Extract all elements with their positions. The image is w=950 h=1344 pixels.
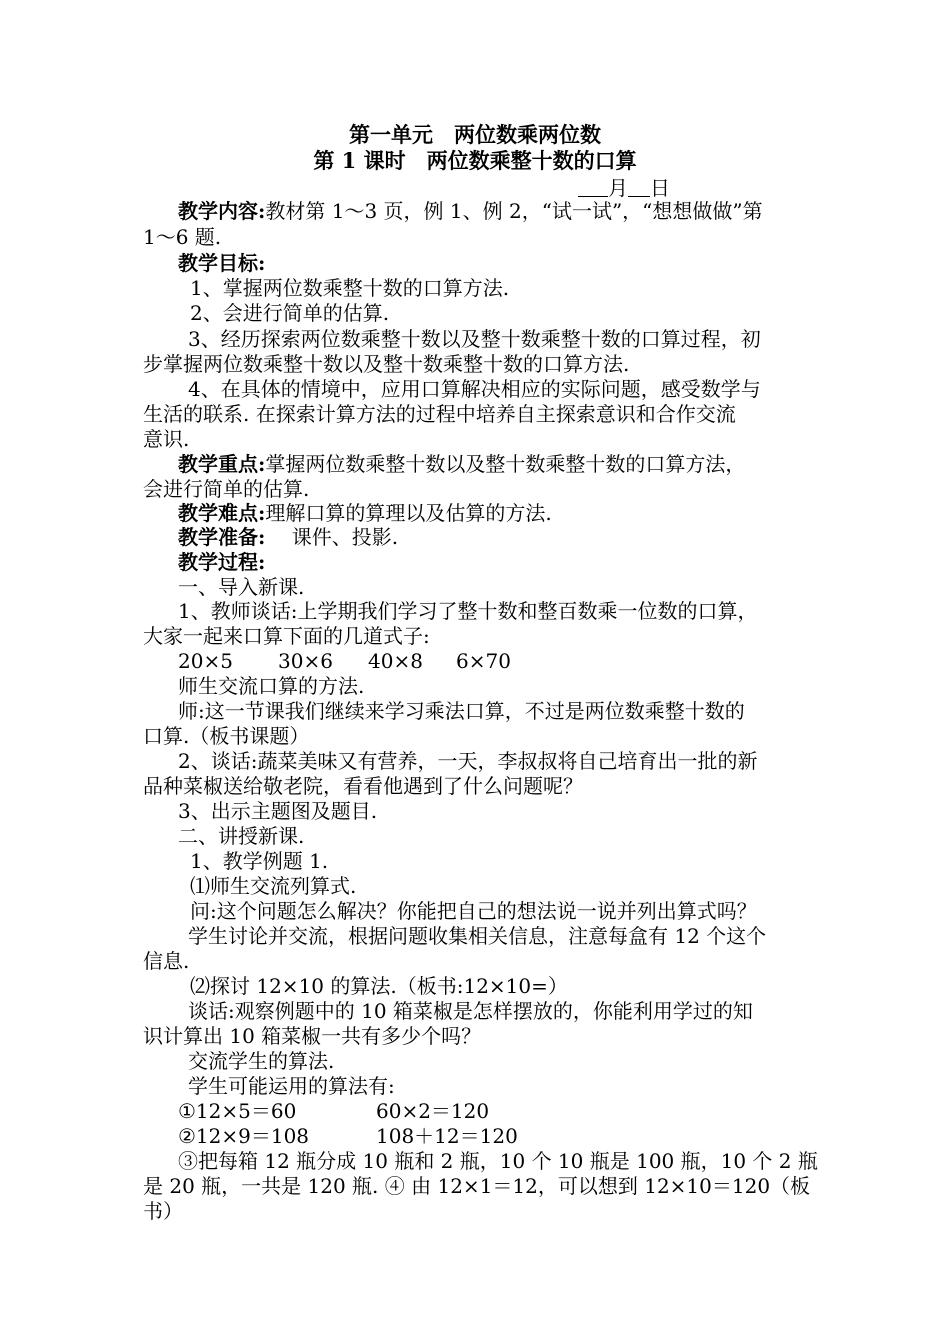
difficulty-label: 教学难点: xyxy=(178,501,266,525)
key-point-line xyxy=(178,451,745,477)
content-label: 教学内容: xyxy=(178,199,266,223)
step-1-3: 3、出示主题图及题目. xyxy=(178,799,378,823)
difficulty-text: 理解口算的算理以及估算的方法. xyxy=(265,501,552,525)
preparation-text: 课件、投影. xyxy=(265,525,399,549)
question-line: 问:这个问题怎么解决？你能把自己的想法说一说并列出算式吗？ xyxy=(190,899,757,923)
section-2-heading: 二、讲授新课. xyxy=(178,824,305,848)
teacher-talk: 师:这一节课我们继续来学习乘法口算，不过是两位数乘整十数的 xyxy=(178,699,745,723)
expression-4: 6×70 xyxy=(456,649,511,673)
step-1-2-cont: 品种菜椒送给敬老院，看看他遇到了什么问题呢？ xyxy=(143,774,583,798)
step-2-1: 1、教学例题 1. xyxy=(190,849,329,873)
key-point-text: 掌握两位数乘整十数以及整十数乘整十数的口算方法， xyxy=(265,452,746,476)
teacher-talk-cont: 口算.（板书课题） xyxy=(143,724,310,748)
goal-3-cont: 步掌握两位数乘整十数以及整十数乘整十数的口算方法. xyxy=(143,352,630,376)
month-blank xyxy=(578,176,608,197)
difficulty-line xyxy=(178,500,552,526)
section-1-heading: 一、导入新课. xyxy=(178,575,305,599)
date-month: 月 xyxy=(608,176,628,200)
goal-4-cont-2: 意识. xyxy=(143,427,190,451)
expression-2: 30×6 xyxy=(278,649,333,673)
discussion-cont: 信息. xyxy=(143,949,190,973)
expression-3: 40×8 xyxy=(368,649,423,673)
goal-3: 3、经历探索两位数乘整十数以及整十数乘整十数的口算过程，初 xyxy=(188,327,761,351)
step-2-1-1: ⑴师生交流列算式. xyxy=(190,874,357,898)
unit-title: 第一单元 两位数乘两位数 xyxy=(349,122,601,147)
goal-4: 4、在具体的情境中，应用口算解决相应的实际问题，感受数学与 xyxy=(188,377,761,401)
method-2a: ②12×9＝108 xyxy=(178,1124,310,1148)
step-1-1: 1、教师谈话:上学期我们学习了整十数和整百数乘一位数的口算， xyxy=(178,599,758,623)
method-3-cont-2: 书） xyxy=(143,1199,183,1223)
key-point-label: 教学重点: xyxy=(178,452,266,476)
step-1-exchange: 师生交流口算的方法. xyxy=(178,674,365,698)
key-point-cont: 会进行简单的估算. xyxy=(143,477,310,501)
step-2-1-2: ⑵探讨 12×10 的算法.（板书:12×10=） xyxy=(190,974,568,998)
goal-4-cont: 生活的联系. 在探索计算方法的过程中培养自主探索意识和合作交流 xyxy=(143,402,736,426)
step-1-1-cont: 大家一起来口算下面的几道式子: xyxy=(143,624,430,648)
possible-methods: 学生可能运用的算法有: xyxy=(188,1074,395,1098)
date-day: 日 xyxy=(650,176,670,200)
talk-cont: 识计算出 10 箱菜椒一共有多少个吗？ xyxy=(143,1024,482,1048)
content-text-cont: 1～6 题. xyxy=(143,225,222,249)
expression-1: 20×5 xyxy=(178,649,233,673)
method-1a: ①12×5＝60 xyxy=(178,1099,297,1123)
step-1-2: 2、谈话:蔬菜美味又有营养，一天，李叔叔将自己培育出一批的新 xyxy=(178,749,758,773)
method-3-cont: 是 20 瓶，一共是 120 瓶. ④ 由 12×1＝12，可以想到 12×10＝120（板 xyxy=(143,1174,811,1198)
content-text: 教材第 1～3 页，例 1、例 2，“试一试”，“想想做做”第 xyxy=(265,199,763,223)
method-2b: 108＋12＝120 xyxy=(376,1124,518,1148)
discussion-line: 学生讨论并交流，根据问题收集相关信息，注意每盒有 12 个这个 xyxy=(188,924,767,948)
talk-line: 谈话:观察例题中的 10 箱菜椒是怎样摆放的，你能利用学过的知 xyxy=(188,999,753,1023)
goal-2: 2、会进行简单的估算. xyxy=(190,301,390,325)
goal-1: 1、掌握两位数乘整十数的口算方法. xyxy=(190,276,510,300)
process-label: 教学过程: xyxy=(178,550,266,574)
content-line xyxy=(178,198,763,224)
lesson-title: 第 1 课时 两位数乘整十数的口算 xyxy=(313,148,637,173)
day-blank xyxy=(628,176,650,197)
preparation-line xyxy=(178,524,398,550)
goals-label: 教学目标: xyxy=(178,251,266,275)
preparation-label: 教学准备: xyxy=(178,525,266,549)
method-3: ③把每箱 12 瓶分成 10 瓶和 2 瓶，10 个 10 瓶是 100 瓶，10 个 2 瓶 xyxy=(178,1149,818,1173)
exchange-methods: 交流学生的算法. xyxy=(188,1049,335,1073)
method-1b: 60×2＝120 xyxy=(376,1099,490,1123)
